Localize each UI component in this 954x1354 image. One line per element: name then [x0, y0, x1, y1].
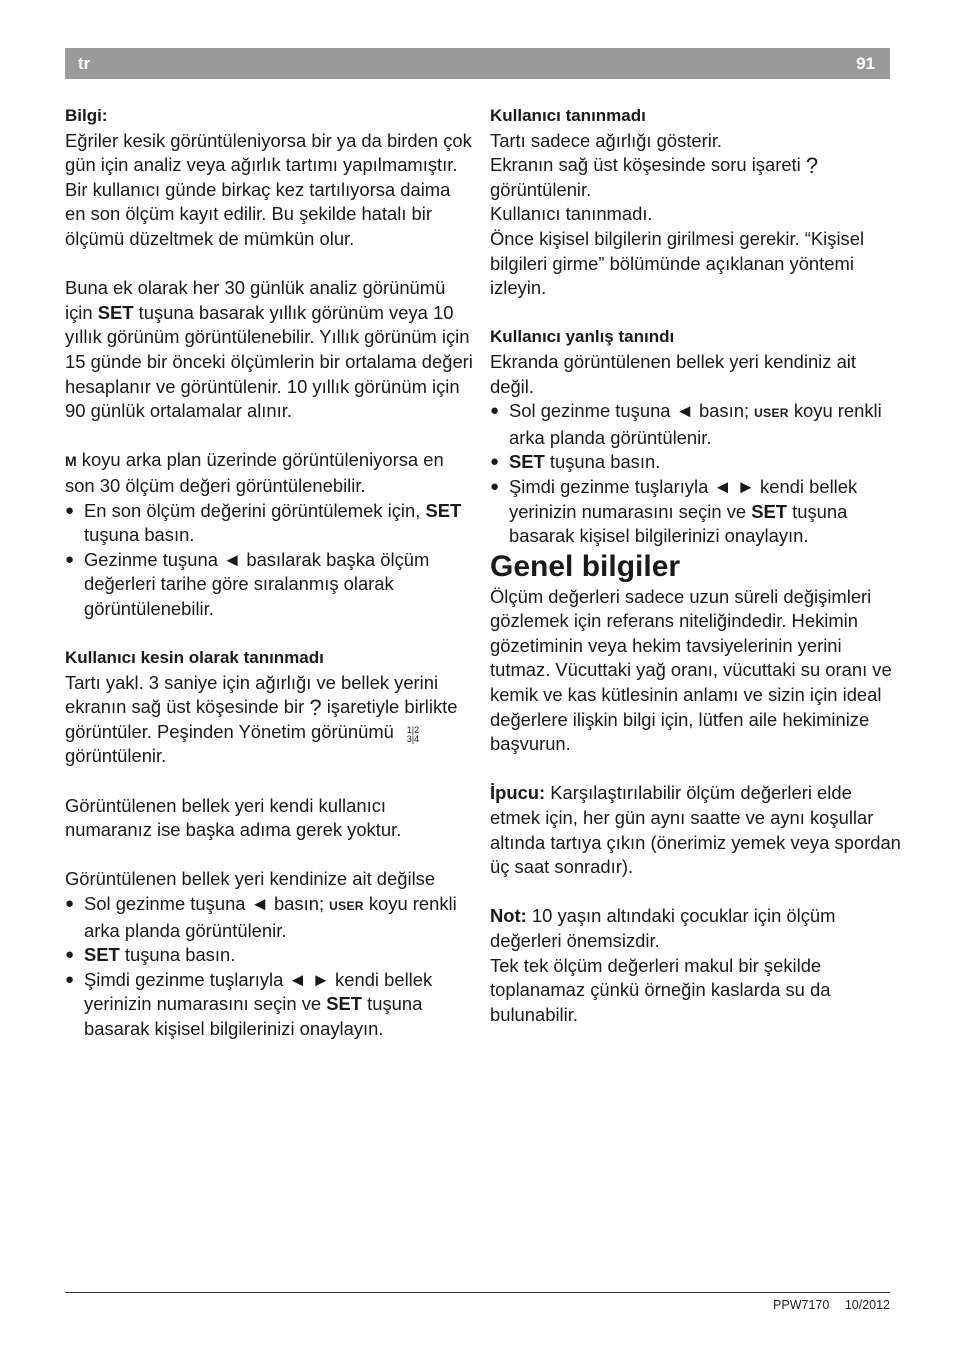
page-header-bar [65, 48, 890, 79]
info-paragraph-2: Bir kullanıcı günde birkaç kez tartılıyorsa daima en son ölçüm kayıt edilir. Bu şekilde hatalı bir ölçümü düzeltmek de mümkün olur. [65, 178, 451, 249]
general-info-heading: Genel bilgiler [490, 549, 681, 583]
general-info-paragraph: Ölçüm değerleri sadece uzun süreli değişimleri gözlemek için referans niteliğindedir. Hekimin gözetiminin veya hekim tavsiyelerinin yerini tutmaz. Vücuttaki yağ oranı, vücuttaki su oranı ve kemik ve kas kütlesinin anlamı ve sizin için ideal değerlere ilişkin bilgi için, lütfen aile hekiminize başvurun. [490, 585, 892, 755]
set-key-label: SET [97, 301, 134, 323]
m-instructions-list [65, 499, 475, 622]
list-item: ● Gezinme tuşuna ◄ basılarak başka ölçüm değerleri tarihe göre sıralanmış olarak görüntülenebilir. [65, 548, 475, 622]
list-item: ● Sol gezinme tuşuna ◄ basın; USER koyu renkli arka planda görüntülenir. [65, 892, 475, 943]
list-item: ● Sol gezinme tuşuna ◄ basın; USER koyu renkli arka planda görüntülenir. [490, 399, 905, 450]
page-number: 91 [856, 54, 875, 73]
page-footer [773, 1298, 890, 1312]
own-slot-paragraph: Görüntülenen bellek yeri kendi kullanıcı numaranız ise başka adıma gerek yoktur. [65, 794, 402, 841]
info-heading: Bilgi: [65, 106, 108, 125]
not-own-slot-paragraph: Görüntülenen bellek yeri kendinize ait değilse [65, 868, 436, 890]
not-recognized-line-4: Önce kişisel bilgilerin girilmesi gerekir. “Kişisel bilgileri girme” bölümünde açıklanan yöntemi izleyin. [490, 227, 865, 299]
m-symbol-paragraph: M koyu arka plan üzerinde görüntüleniyorsa en son 30 ölçüm değeri görüntülenebilir. [65, 449, 444, 496]
list-item: ● SET tuşuna basın. [490, 450, 905, 475]
question-mark-icon: ? [805, 153, 819, 179]
unrecognized-heading: Kullanıcı kesin olarak tanınmadı [65, 648, 324, 668]
not-recognized-line-1: Tartı sadece ağırlığı gösterir. [490, 129, 723, 151]
user-display-symbol: USER [329, 899, 364, 913]
language-code: tr [78, 54, 91, 73]
footer-divider [65, 1292, 890, 1293]
edition-date: 10/2012 [844, 1298, 890, 1312]
wrongly-recognized-heading: Kullanıcı yanlış tanındı [490, 327, 675, 347]
note-paragraph: Not: 10 yaşın altındaki çocuklar için ölçüm değerleri önemsizdir. [490, 905, 836, 951]
list-item: ● Şimdi gezinme tuşlarıyla ◄ ► kendi bellek yerinizin numarasını seçin ve SET tuşuna basarak kişisel bilgilerinizi onaylayın. [490, 475, 905, 549]
select-slot-list [65, 892, 475, 1042]
wrong-user-list [490, 399, 905, 549]
not-recognized-heading: Kullanıcı tanınmadı [490, 106, 646, 125]
right-column [490, 104, 905, 1027]
question-mark-icon: ? [309, 695, 322, 721]
note-paragraph-2: Tek tek ölçüm değerleri makul bir şekilde toplanamaz çünkü örneğin kaslarda su da bulunabilir. [490, 954, 831, 1025]
tip-paragraph: İpucu: Karşılaştırılabilir ölçüm değerleri elde etmek için, her gün aynı saatte ve aynı koşullar altında tartıya çıkın (önerimiz yemek veya spordan üç saat sonradır). [490, 782, 901, 878]
analysis-paragraph: Buna ek olarak her 30 günlük analiz görünümü için SET tuşuna basarak yıllık görünüm veya 10 yıllık görünüm görüntülenebilir. Yıllık görünüm için 15 günde bir önceki ölçümlerin bir ortalama değeri hesaplanır ve görüntülenir. 10 yıllık görünüm için 90 günlük ortalamalar alınır. [65, 277, 473, 422]
m-display-symbol: M [65, 453, 77, 470]
not-recognized-line-3: Kullanıcı tanınmadı. [490, 203, 653, 225]
unrecognized-paragraph: Tartı yakl. 3 saniye için ağırlığı ve bellek yerini ekranın sağ üst köşesinde bir ? işaretiyle birlikte görüntüler. Peşinden Yönetim görünümü 1|2 3|4 görüntülenir. [65, 671, 458, 767]
wrongly-recognized-paragraph: Ekranda görüntülenen bellek yeri kendiniz ait değil. [490, 350, 856, 397]
user-display-symbol: USER [754, 406, 789, 421]
list-item: ● En son ölçüm değerini görüntülemek için, SET tuşuna basın. [65, 499, 475, 548]
list-item: ● Şimdi gezinme tuşlarıyla ◄ ► kendi bellek yerinizin numarasını seçin ve SET tuşuna basarak kişisel bilgilerinizi onaylayın. [65, 968, 475, 1042]
model-number: PPW7170 [773, 1298, 830, 1312]
not-recognized-line-2: Ekranın sağ üst köşesinde soru işareti ? görüntülenir. [490, 153, 819, 200]
list-item: ● SET tuşuna basın. [65, 943, 475, 968]
management-view-icon: 1|2 3|4 [406, 724, 420, 744]
info-paragraph-1: Eğriler kesik görüntüleniyorsa bir ya da birden çok gün için analiz veya ağırlık tartımı yapılmamıştır. [65, 129, 472, 176]
left-column [65, 104, 475, 1042]
